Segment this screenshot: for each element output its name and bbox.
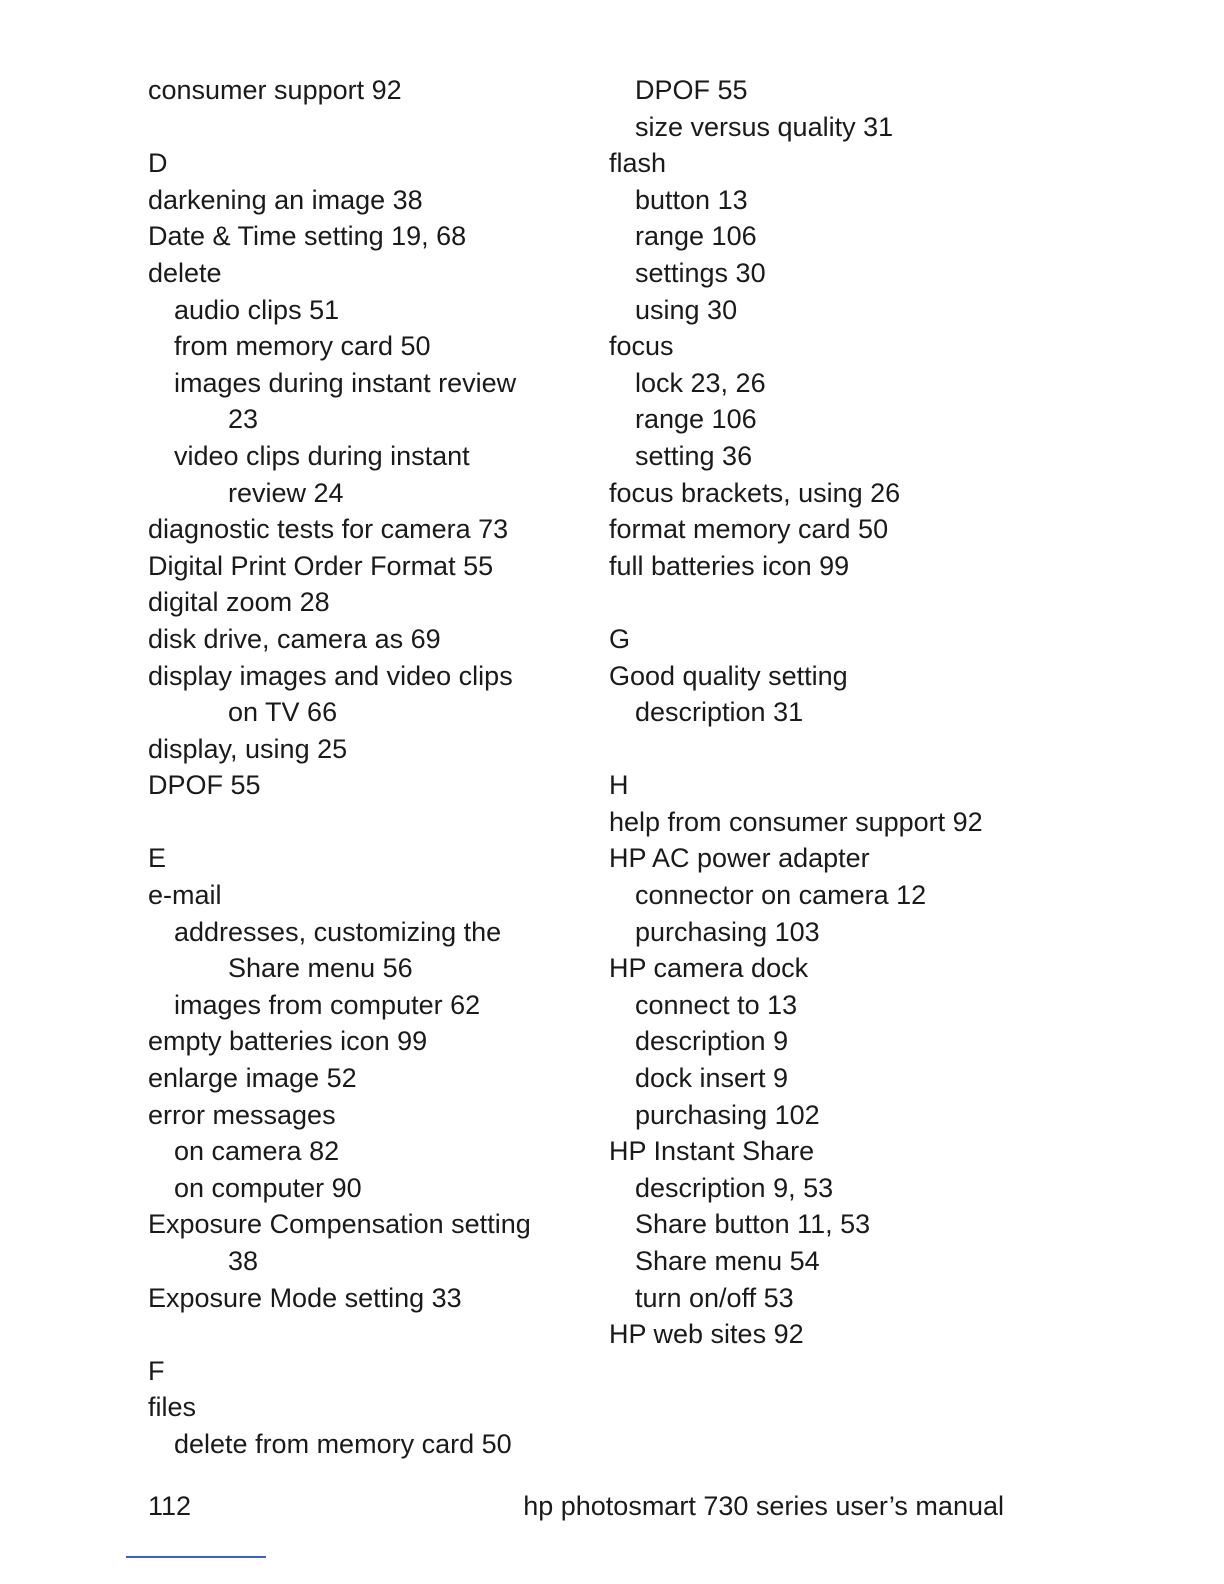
index-entry: focus [609, 331, 674, 362]
manual-title: hp photosmart 730 series user’s manual [523, 1491, 1004, 1521]
page-footer [148, 1488, 1004, 1524]
section-letter: H [609, 770, 629, 801]
index-subentry: images from computer 62 [174, 989, 481, 1020]
index-subentry: turn on/off 53 [635, 1282, 794, 1313]
index-entry: display images and video clips [148, 660, 513, 691]
index-subentry: description 31 [635, 697, 804, 728]
index-subentry: connect to 13 [635, 989, 798, 1020]
index-entry: HP camera dock [609, 953, 809, 984]
index-subentry: video clips during instant [174, 440, 470, 471]
index-entry: digital zoom 28 [148, 587, 330, 618]
index-subentry: Share menu 56 [228, 953, 413, 984]
index-entry: format memory card 50 [609, 514, 889, 545]
index-subentry: purchasing 103 [635, 916, 820, 947]
index-subentry: connector on camera 12 [635, 880, 927, 911]
index-subentry: lock 23, 26 [635, 367, 766, 398]
index-subentry: on TV 66 [228, 697, 338, 728]
index-subentry: Share button 11, 53 [635, 1209, 871, 1240]
index-entry: Good quality setting [609, 660, 848, 691]
index-entry: DPOF 55 [148, 770, 261, 801]
index-subentry: 23 [228, 404, 259, 435]
index-subentry: audio clips 51 [174, 294, 340, 325]
index-entry: files [148, 1392, 197, 1423]
index-entry: HP AC power adapter [609, 843, 870, 874]
section-letter: E [148, 843, 167, 874]
index-subentry: addresses, customizing the [174, 916, 502, 947]
index-subentry: on computer 90 [174, 1172, 362, 1203]
section-letter: D [148, 148, 168, 179]
index-subentry: button 13 [635, 184, 748, 215]
index-subentry: 38 [228, 1246, 259, 1276]
index-subentry: setting 36 [635, 440, 753, 471]
index-entry: diagnostic tests for camera 73 [148, 514, 509, 545]
index-subentry: from memory card 50 [174, 331, 431, 362]
index-entry: delete [148, 257, 222, 288]
section-spacer [148, 804, 568, 841]
index-column-left [148, 72, 568, 1463]
index-entry: Exposure Compensation setting [148, 1209, 531, 1240]
section-spacer [609, 584, 1029, 621]
section-spacer [609, 731, 1029, 768]
index-entry: display, using 25 [148, 733, 348, 764]
index-entry: enlarge image 52 [148, 1063, 357, 1094]
index-subentry: Share menu 54 [635, 1246, 820, 1276]
section-spacer [148, 1316, 568, 1353]
index-entry: Exposure Mode setting 33 [148, 1282, 462, 1313]
index-entry: full batteries icon 99 [609, 550, 850, 581]
index-subentry: description 9, 53 [635, 1172, 834, 1203]
index-subentry: description 9 [635, 1026, 789, 1057]
index-subentry: settings 30 [635, 257, 766, 288]
index-subentry: range 106 [635, 404, 757, 435]
bottom-rule [126, 1556, 266, 1558]
index-entry: empty batteries icon 99 [148, 1026, 428, 1057]
section-letter: G [609, 623, 631, 654]
index-entry: HP web sites 92 [609, 1319, 804, 1350]
index-subentry: on camera 82 [174, 1136, 340, 1167]
index-entry: e-mail [148, 880, 222, 911]
index-entry: disk drive, camera as 69 [148, 623, 441, 654]
index-subentry: size versus quality 31 [635, 111, 894, 142]
index-entry: Digital Print Order Format 55 [148, 550, 494, 581]
index-subentry: purchasing 102 [635, 1099, 820, 1130]
index-subentry: range 106 [635, 221, 757, 252]
index-entry: error messages [148, 1099, 336, 1130]
index-entry: HP Instant Share [609, 1136, 815, 1167]
index-entry: help from consumer support 92 [609, 806, 983, 837]
index-subentry: review 24 [228, 477, 344, 508]
section-spacer [148, 109, 568, 146]
index-entry: flash [609, 148, 667, 179]
index-entry: consumer support 92 [148, 75, 402, 105]
index-subentry: images during instant review [174, 367, 517, 398]
index-subentry: delete from memory card 50 [174, 1428, 512, 1459]
index-entry: Date & Time setting 19, 68 [148, 221, 467, 252]
page-number: 112 [148, 1491, 192, 1521]
index-subentry: using 30 [635, 294, 738, 325]
index-entry: darkening an image 38 [148, 184, 423, 215]
section-letter: F [148, 1355, 165, 1386]
index-entry: focus brackets, using 26 [609, 477, 901, 508]
index-subentry: DPOF 55 [635, 75, 748, 105]
index-subentry: dock insert 9 [635, 1063, 789, 1094]
index-column-right [609, 72, 1029, 1353]
